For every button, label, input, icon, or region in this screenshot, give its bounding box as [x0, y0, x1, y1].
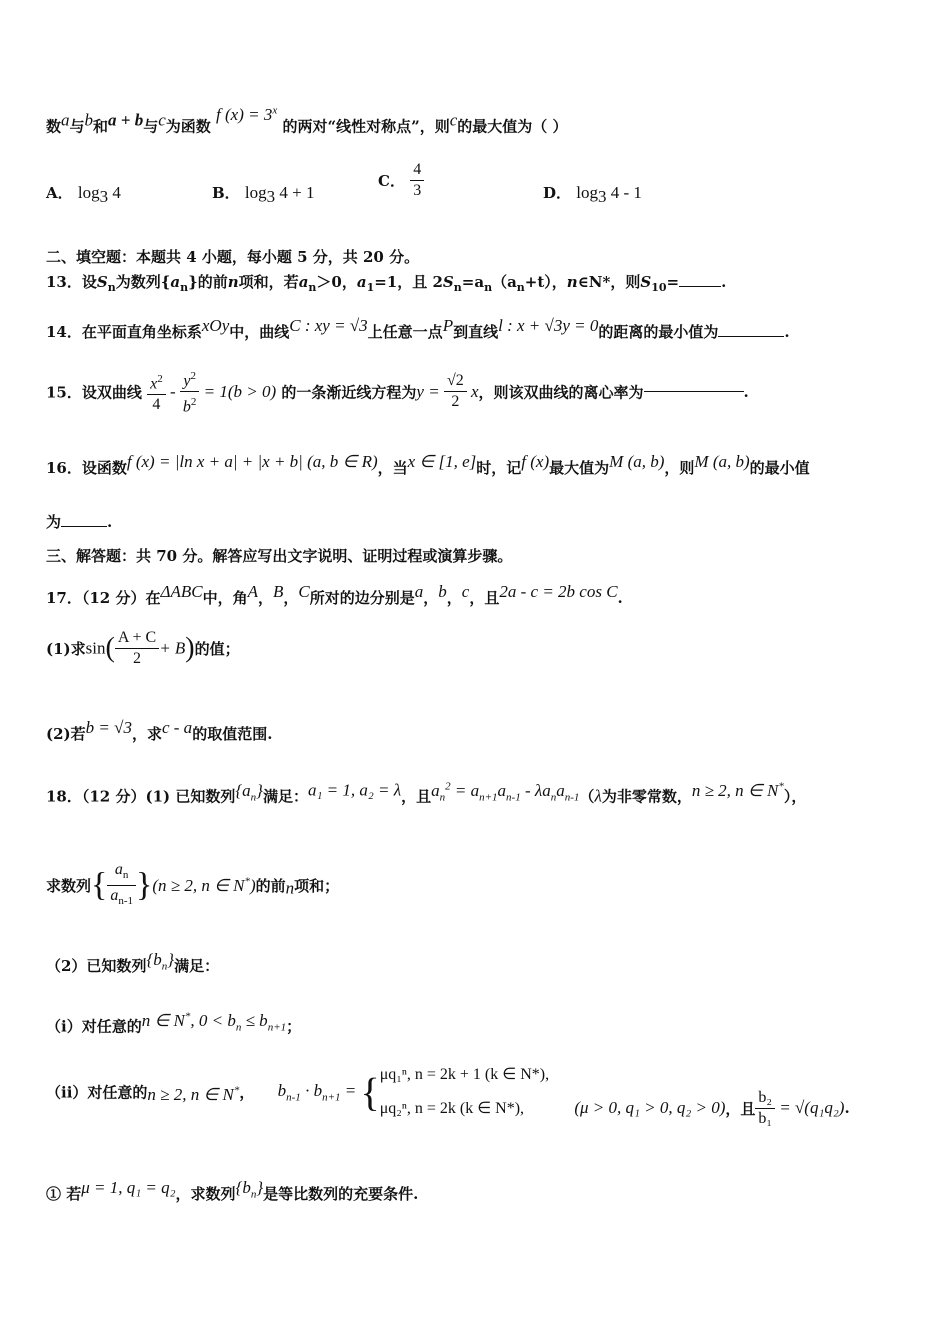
- q12-text: 数: [46, 117, 62, 136]
- paren-close: ): [185, 632, 195, 664]
- fraction-4-3: [410, 160, 424, 201]
- q14-text: 到直线: [453, 323, 499, 341]
- frac-num: [107, 860, 136, 886]
- q18-text: 为非零常数，: [601, 787, 692, 806]
- q13-text: +t），: [524, 273, 567, 291]
- brace-close: }: [136, 866, 153, 904]
- q14-text: 上任意一点: [367, 323, 443, 341]
- var: n: [566, 273, 578, 291]
- q18-text: ；: [286, 1017, 302, 1036]
- seq-an: {an}: [235, 780, 263, 804]
- sub: n: [516, 281, 525, 294]
- q18-text: 满足：: [262, 787, 308, 806]
- sup: 2: [190, 370, 196, 382]
- fx-text: f (x) = 3: [216, 104, 273, 124]
- frac-den: [180, 391, 200, 417]
- q13-text: =a: [461, 273, 485, 291]
- sub: 1: [366, 281, 375, 294]
- var: S: [442, 273, 454, 291]
- cond-expr: μ = 1, q₁ = q₂: [81, 1178, 176, 1197]
- cond-ii-expr: [147, 1085, 239, 1104]
- var-n: n: [285, 878, 295, 898]
- eq: = 1(b > 0): [199, 381, 277, 401]
- sub: n+1: [479, 791, 498, 804]
- q17-text: ，: [283, 589, 299, 607]
- q17-text: 17．（12 分）在: [46, 589, 161, 607]
- q18-ask1: [46, 860, 339, 911]
- q16-text: 16．设函数: [46, 459, 127, 477]
- q15-text: 的一条渐近线方程为: [281, 383, 417, 402]
- option-expr: 4: [108, 183, 121, 202]
- condition-expr: 2a - c = 2b cos C: [499, 582, 618, 601]
- q18: [46, 780, 806, 807]
- lambda: λ: [594, 786, 602, 806]
- sub: n: [308, 281, 317, 294]
- cond-text: n ≥ 2, n ∈ N: [691, 780, 779, 800]
- var: x: [150, 374, 158, 392]
- q18-text: （2）已知数列: [46, 957, 147, 975]
- triangle: ΔABC: [160, 582, 203, 601]
- option-expr: log: [77, 183, 100, 202]
- option-d: [543, 182, 642, 207]
- q12-text: 的最大值为（ ）: [457, 117, 568, 136]
- q13-text: ∈N*，则: [577, 273, 641, 291]
- q13-text: =: [666, 273, 680, 291]
- q14-text: 的距离的最小值为: [598, 323, 719, 341]
- q17-part2: [46, 718, 272, 744]
- q17-text: 的值；: [194, 640, 240, 658]
- option-expr: log: [576, 183, 598, 202]
- sqrt2-over-2: [444, 371, 467, 412]
- var: b: [277, 1080, 287, 1100]
- q12-text: 与: [69, 117, 85, 136]
- var: B: [273, 582, 284, 601]
- brace-open: {: [91, 866, 108, 904]
- y-eq: y =: [416, 381, 444, 401]
- ratio-eq: = √(q₁q₂): [775, 1098, 845, 1117]
- q17-text: ，且: [469, 589, 500, 607]
- cond-text: ): [249, 876, 256, 896]
- condition-expr: b = √3: [85, 718, 132, 737]
- bn-product: [277, 1080, 361, 1104]
- q13-text: .: [721, 273, 727, 291]
- line-expr: l : x + √3y = 0: [498, 316, 599, 335]
- var: b: [438, 582, 447, 601]
- sup: *: [244, 875, 250, 888]
- case-even: μq₂ⁿ, n = 2k (k ∈ N*),: [379, 1100, 525, 1117]
- var: a: [556, 780, 565, 800]
- q16-text: 时，记: [476, 459, 522, 477]
- q18-text: （: [579, 787, 595, 806]
- var-a: a: [61, 110, 70, 130]
- coord-system: xOy: [201, 316, 230, 335]
- sub: n: [180, 281, 189, 294]
- q13-text: =1，且 2: [374, 273, 443, 291]
- var: b: [153, 950, 162, 969]
- sup: 2: [157, 372, 163, 385]
- answer-blank: [679, 286, 721, 287]
- q17-text: ，: [423, 589, 439, 607]
- var: a: [110, 887, 119, 905]
- an-over-an1: [107, 860, 136, 911]
- q16-cont: [46, 511, 112, 532]
- var: a: [431, 780, 440, 800]
- cases-brace: {: [360, 1069, 380, 1115]
- sup: *: [233, 1084, 240, 1097]
- sub: n: [235, 1021, 242, 1034]
- params-expr: (μ > 0, q₁ > 0, q₂ > 0): [574, 1098, 726, 1117]
- option-b: [212, 182, 315, 207]
- q13-text: 为数列{: [115, 273, 171, 291]
- q18-text: （ii）对任意的: [46, 1083, 148, 1102]
- sub: n: [107, 281, 116, 294]
- var-x: x: [466, 381, 479, 401]
- sup: *: [184, 1010, 191, 1022]
- option-sub: 3: [99, 187, 109, 206]
- a-plus-c-over-2: [115, 628, 159, 669]
- q12-text: 为函数: [165, 117, 211, 136]
- m-ab: M (a, b): [694, 452, 750, 471]
- answer-blank: [644, 391, 744, 392]
- q16-text: 最大值为: [549, 459, 610, 477]
- seq-bn: {bn}: [146, 950, 175, 973]
- q12-stem: [46, 104, 568, 137]
- sub: n-1: [286, 1091, 301, 1104]
- cases: [380, 1058, 549, 1126]
- var: a: [356, 273, 367, 291]
- answer-blank: [718, 336, 784, 337]
- sup: 2: [190, 396, 197, 409]
- sub: n: [250, 1188, 257, 1201]
- plus-b: + B: [159, 638, 186, 658]
- var: y: [183, 372, 191, 390]
- q18-text: .: [844, 1099, 850, 1117]
- q18-sub1: [46, 1178, 418, 1204]
- q13-text: 项和，若: [238, 273, 299, 291]
- q12-text: 的两对“线性对称点”，则: [282, 117, 450, 136]
- b2-over-b1: [755, 1088, 775, 1129]
- cond-i-expr: [141, 1010, 287, 1034]
- fx-exp: x: [272, 104, 278, 116]
- option-label: D．: [543, 184, 572, 202]
- section-2-heading: 二、填空题：本题共 4 小题，每小题 5 分，共 20 分。: [46, 248, 420, 266]
- frac-num: [147, 369, 166, 394]
- sub: n-1: [506, 791, 521, 804]
- paren-open: (: [105, 632, 115, 664]
- frac-den: 3: [413, 182, 422, 199]
- option-expr: log: [244, 183, 267, 202]
- var: c: [461, 582, 470, 601]
- sub: n: [161, 960, 168, 973]
- var: S: [640, 273, 652, 291]
- var: a: [114, 861, 123, 878]
- var: b: [182, 398, 191, 416]
- sub: n+1: [322, 1091, 341, 1104]
- option-expr: 4 + 1: [275, 183, 315, 202]
- case-odd: μq₁ⁿ, n = 2k + 1 (k ∈ N*),: [379, 1066, 550, 1083]
- var-c: c: [449, 110, 458, 130]
- q14-text: 中，曲线: [229, 323, 290, 341]
- option-expr: 4 - 1: [606, 183, 642, 202]
- function-expr: f (x) = |ln x + a| + |x + b| (a, b ∈ R): [126, 452, 378, 471]
- answer-blank: [61, 526, 107, 527]
- sup: *: [778, 780, 784, 792]
- q15-text: .: [743, 382, 749, 401]
- q15: [46, 366, 749, 418]
- frac-num: 4: [410, 160, 424, 181]
- sub: n-1: [564, 791, 580, 804]
- var: a: [242, 780, 251, 800]
- q18-text: ），: [783, 787, 807, 806]
- sub: n: [484, 281, 493, 294]
- recurrence-expr: [431, 780, 580, 804]
- curve-expr: C : xy = √3: [289, 316, 368, 335]
- sub: n: [550, 791, 557, 804]
- sub: n: [439, 791, 446, 804]
- q16-text: 的最小值: [749, 459, 810, 477]
- option-label: A．: [46, 184, 73, 202]
- q16-text: 为: [46, 513, 62, 531]
- frac-num: [180, 366, 200, 391]
- var-c: c: [158, 110, 166, 130]
- sub: n: [250, 791, 257, 804]
- q18-text: ，: [239, 1083, 255, 1102]
- q17: [46, 582, 623, 608]
- sub: n: [453, 281, 462, 294]
- n-condition: [152, 876, 255, 895]
- q18-text: 的前: [255, 877, 286, 896]
- q16-text: ，当: [377, 459, 408, 477]
- q18-text: ，且: [401, 787, 432, 806]
- sub: 10: [651, 281, 667, 294]
- q14: [46, 316, 790, 342]
- frac-den: 2: [133, 650, 141, 667]
- option-label: C．: [378, 172, 405, 190]
- q17-part1: [46, 628, 240, 669]
- q18-cond-i: [46, 1010, 301, 1037]
- q17-text: .: [617, 589, 623, 607]
- eq: =: [340, 1080, 361, 1100]
- q17-text: 中，角: [202, 589, 248, 607]
- q18-cond-ii: [46, 1058, 850, 1126]
- fx: f (x): [521, 452, 550, 471]
- expr-a-plus-b: a + b: [108, 110, 144, 130]
- frac-num: √2: [444, 371, 467, 392]
- var: A: [247, 582, 258, 601]
- cond-text: n ≥ 2, n ∈ N: [147, 1085, 234, 1104]
- init-expr: a₁ = 1, a₂ = λ: [307, 780, 402, 800]
- n-condition: [692, 781, 784, 800]
- q18-text: ，且: [725, 1099, 756, 1118]
- q18-text: ① 若: [46, 1185, 82, 1203]
- q18-text: （i）对任意的: [46, 1017, 142, 1036]
- cond-text: ≤ b: [241, 1010, 268, 1030]
- q14-text: .: [784, 323, 790, 341]
- q18-text: 求数列: [46, 877, 92, 896]
- frac-den: [107, 886, 136, 911]
- x2-over-4: [147, 369, 166, 415]
- cond-text: , 0 < b: [190, 1010, 236, 1030]
- var: · b: [300, 1080, 323, 1100]
- q18-text: 是等比数列的充要条件.: [263, 1185, 419, 1203]
- q13: [46, 271, 726, 294]
- q17-text: ，: [257, 589, 273, 607]
- q17-text: (2)若: [46, 725, 86, 743]
- option-label: B．: [212, 184, 240, 202]
- frac-den: 2: [451, 393, 460, 411]
- q15-text: 15．设双曲线: [46, 383, 142, 402]
- option-a: [46, 182, 121, 207]
- var: a: [414, 582, 424, 601]
- q13-text: 13．设: [46, 273, 97, 291]
- domain-expr: x ∈ [1, e]: [407, 452, 477, 471]
- var-b: b: [84, 110, 94, 130]
- sup: 2: [445, 780, 451, 792]
- frac-den: b₁: [758, 1109, 772, 1127]
- q17-text: (1)求: [46, 640, 86, 658]
- q13-text: （a: [492, 273, 517, 291]
- seq-bn: {bn}: [235, 1178, 264, 1201]
- frac-num: b₂: [755, 1088, 775, 1109]
- q17-text: ，求: [131, 725, 162, 743]
- var: b: [242, 1178, 251, 1197]
- q16: [46, 452, 810, 478]
- var: a: [170, 273, 181, 291]
- var: a: [497, 780, 507, 800]
- sub: n+1: [267, 1021, 287, 1034]
- q18-text: 18．（12 分）(1) 已知数列: [46, 787, 236, 806]
- point-p: P: [442, 316, 454, 335]
- q13-text: }的前: [188, 273, 228, 291]
- frac-den: 4: [147, 394, 166, 415]
- var: S: [96, 273, 108, 291]
- q14-text: 14．在平面直角坐标系: [46, 323, 202, 341]
- q13-text: ＞0，: [316, 273, 357, 291]
- var: C: [298, 582, 310, 601]
- option-sub: 3: [266, 187, 276, 206]
- option-c: [378, 160, 424, 201]
- q17-text: 的取值范围.: [192, 725, 273, 743]
- q12-text: 和: [93, 117, 109, 136]
- var: = a: [450, 780, 480, 800]
- q15-text: ，则该双曲线的离心率为: [478, 383, 644, 402]
- q18-part2: [46, 950, 219, 976]
- section-3-heading: 三、解答题：共 70 分。解答应写出文字说明、证明过程或演算步骤。: [46, 547, 513, 565]
- q16-text: ，则: [664, 459, 695, 477]
- q18-text: 项和；: [294, 877, 340, 896]
- expr: c - a: [161, 718, 193, 737]
- q17-text: 所对的边分别是: [309, 589, 415, 607]
- function-expr: [216, 105, 277, 124]
- minus: -: [165, 381, 180, 401]
- var: n: [227, 273, 239, 291]
- sub: n: [122, 869, 129, 882]
- q12-text: 与: [143, 117, 159, 136]
- option-sub: 3: [597, 187, 607, 206]
- var: - λa: [520, 780, 551, 800]
- sin: sin: [85, 638, 106, 658]
- cond-text: n ∈ N: [141, 1010, 185, 1030]
- cond-text: (n ≥ 2, n ∈ N: [152, 876, 245, 896]
- y2-over-b2: [180, 366, 200, 418]
- q16-text: .: [107, 513, 113, 531]
- m-ab: M (a, b): [609, 452, 665, 471]
- frac-num: A + C: [115, 628, 159, 649]
- var: a: [298, 273, 309, 291]
- q18-text: ，求数列: [175, 1185, 236, 1203]
- sub: n-1: [118, 895, 134, 908]
- q17-text: ，: [446, 589, 462, 607]
- q18-text: 满足：: [174, 957, 220, 975]
